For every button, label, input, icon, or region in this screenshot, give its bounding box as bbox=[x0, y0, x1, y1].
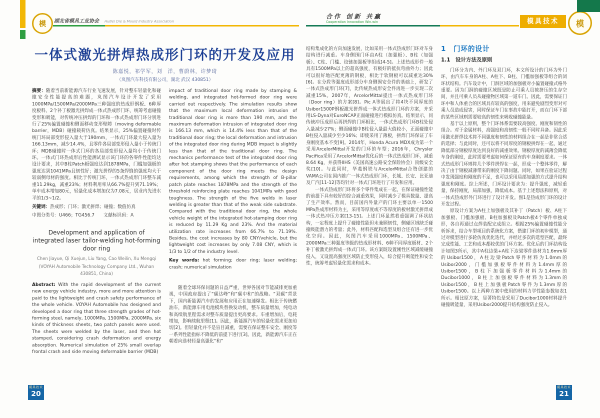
right-page-column-1 bbox=[306, 46, 433, 267]
right-header-rule-green bbox=[306, 25, 440, 27]
keywords-en-label: Key words: bbox=[169, 258, 200, 264]
category-label: 模具技术 bbox=[520, 15, 566, 28]
association-logo-icon-right bbox=[568, 11, 592, 35]
page-number-left: 20 bbox=[31, 390, 41, 398]
association-name-en: HuBei Die & Mould Industry Association bbox=[104, 19, 174, 24]
abstract-cn-text: 随着当前新能源汽车行业飞速发展，针对整车轻量化和碰撞安全性能提高的难题，岚图汽车设计开发了采用1000MPa/1500MPa/2000MPa三种强度的热成形钢板、6种厚度板料、2个补丁板激光拼焊成一体式热成形门环，统筹考虑碰撞变形和吸能，对传统冲压拼焊的门环和一体式热成形门环分别进行了25%偏置碰撞和侧面移动变形壁障（moving deformable barrier，MDB）碰撞载荷仿真。结果显示，25%偏置碰撞时传统门环局部变形侵入量大于190mm，一体式门环最大侵入量为166.13mm，减少14.4%，且零件各局部变形侵入量小于传统门环；MDB碰撞时一体式门环的各局部变形侵入量均小于传统门环。一体式门环热成形后性能测试显示该门环的各零件性能均达设计要求，其中B柱Patch板强度达到1878MPa，门槛加强板的强度达到1041MPa且韧性好；激光拼焊的5条焊缝的强度均大于较弱侧母材的强度。相比于传统门环，一体式热成形门环整车减重11.29kg，减重23%；材料利用率从66.7%提升到71.19%；单车成本增加80元，轻量化成本增加仅为7.08元，居业内先进水平的1/3~1/2。 bbox=[32, 88, 161, 201]
right-header-rule-gold bbox=[440, 25, 519, 27]
body-paragraph: 基于以上原则，整个门环体系需要较高强度、刚度和韧性的组合。对于金属材料，高强度和高韧性一般不同时具备。因此采用激光拼焊技术将不同强度和韧性的材料组合在一起是非常合适的选择；与此同时，还可以将不同厚度的钢板拼焊在一起，通过降低部分钢板厚度达到良好的减重效果。钢板厚度的减薄会降低车身的刚度，此时需要考虑如何保证原有的车身刚度要求。一体式热成形门环则将几个零件拼焊在一起，形成一个整体零件，解决了由于钢板减薄带来的刚度下降问题。同时，如果在验证过程中发现强度和刚度的不足，也可以采用局部加强的方式提升结构强度和刚度。综上所述，门环设计要求为：提升强度，减轻重量，保持刚度，局部加强，降低成本。基于上述想法和原则，对一体式热成形外门环进行了设计开发。图1是热成形门环的设计开发过程。 bbox=[441, 121, 568, 207]
keywords-cn-text: 热成形；门环；激光拼焊；碰撞；数值仿真 bbox=[50, 204, 136, 210]
body-paragraph: 结构集成化的方向加速发展，比如采用一体式热成形门环对车身结构进行减重。车身侧围门环由A柱（加强板）、B柱（加强板）、C柱、门槛、铰链加强板等组成[4-5]。上述热成形件一般具有1500MPa以上的超高强度，有极好的抵抗弯曲外力；因此可以很好地匹配更薄的钢板，相比于软钢板可以减重达30%[6]。在分段等强度成形部分车身侧围安全件的基础上，研发了一体式热成形门环[7]，比传统热成形安全件再进一步实现二次减重15%。2007年，ArcelorMittal提出一体式热成形门环（Door ring）的方案[8]。Pic A等展出了将4块不同厚度的Usibor1500P钢板激光拼焊成一体式热成形门环的方案，并采用LS-Dyna对EuroNCAP正面碰撞进行模拟仿真。结果显示，同传统冲压成形后再拼焊的门环相比，一体式热成形门环B柱处侵入量减少27%；侧面碰撞中B柱侵入量最大值较小，正面碰撞中B柱侵入量减少至少16%；即使采用了薄板，拼焊门环保证了车身刚度基本不变[9]。2014年，Honda Acura MDX成为第一个采用ArcelorMittal开发的门环的车型；2016年，Chrysler Pacifica采用了ArcelorMittal优化后的一体式热成形门环，减重8.64 Kg，并获得IIHS（美国高速公路安全保险协会）顶级安全奖[10]。与此同时，华菱钢铁与ArcelorMittal合资创建的VAMA公司在国内推广一体式热成形门环，长城、长安、比亚迪及广汽[11-12]等均针对一体式门环进行了开发和应用。 bbox=[306, 46, 433, 186]
clc-line: 中图分类号：U466；TG456.7 文献标识码：A bbox=[32, 213, 134, 219]
association-logo-glyph-right: 模 bbox=[575, 18, 584, 29]
page-number-right: 21 bbox=[559, 390, 569, 398]
abstract-en-part2: impact of traditional door ring made by stamping & welding, and integrated hot-formed door ring were carried out respectively. The simulation results show that the maximum local deformation intrusion of traditional door ring is more than 190 mm, and the maximum deformation intrusion of integrated door ring is 166.13 mm, which is 14.4% less than that of the traditional door ring; the local deformation and intrusion of the integrated door ring during MDB impact is slightly less than that of the traditional door ring. The mechanics performance test of the integrated door ring after hot stamping shows that the performance of each component of the door ring meets the design requirements, among which the strength of B-pillar patch plate reaches 1878MPa and the strength of the threshold reinforcing plate reaches 1041MPa with good toughness. The strength of the five welds in laser welding is greater than that of the weak side substrate. Compared with the traditional door ring, the whole vehicle weight of the integrated hot-stamping door ring is reduced by 11.29 Kg and 23%. And the material utilization rate increases from 66.7% to 71.19%. Besides, the cost increases by 80 CNY/vehicle, but the lightweight cost increases by only 7.08 CNY, which is 1/3 to 1/2 of the industry level. bbox=[169, 88, 297, 255]
abstract-en-part1 bbox=[32, 282, 161, 356]
abstract-en-label: Abstract: bbox=[32, 282, 56, 288]
body-paragraph: 门环分为内、外门环及双门环，本文所设计的门环为外门环，由汽车车身的A柱、A柱下、B柱、门槛加强板等组合的闭环状结构。汽车设计中，门洞区域的加强板对小偏置碰撞式格外重要。因为门洞的碰撞区域既是防止可乘人员被挤压的生存空间，并且可乘人员从碰撞物区域第一道车门。因此，需要保证门环中和人体重合的区域具有较高的强度，用来避免剧烈变形对可乘人员造成侵害，同时保证车门在事故中能打开，而在门环下部的某些区域则需要较高的韧性来吸收碰撞能量。 bbox=[441, 67, 568, 120]
page-badge-caption-right: 模具技术 bbox=[556, 385, 571, 389]
intro-paragraph: 随着全球环保问题的日益严重，世界各国对节能减排更加重视，中国政府提出了“碳达峰”和“碳中和”的战略。“双碳”背景下，国内新能源汽车的发展和应用正在加速爆发。相比于传统燃油车，新能源车用电池模块替换发动机，整车质量增加，纯电动和高续航里程需求对整车质量提出更高要求。车重增加后，电耗增加，影响续航里程[1]。因此，新能源汽车的轻量化需求更加迫切[2]。但轻量化并不是盲目减重，需要在保证整车安全、刚度等一系列性能指标不降低的前提下进行[3]。因此，新能源汽车正在朝着向选材轻量高强化“和” bbox=[169, 285, 297, 345]
keywords-cn bbox=[32, 204, 161, 211]
keywords-en bbox=[169, 258, 297, 271]
paper-authors-en: Chen Jiayue, Qi Xuejun, Liu Yang, Cao Weilin, Xu Mengqi bbox=[36, 256, 157, 262]
paper-title: 一体式激光拼焊热成形门环的开发及应用 bbox=[34, 47, 296, 63]
left-gold-bar bbox=[20, 0, 26, 28]
association-logo-glyph: 模 bbox=[39, 20, 46, 28]
abstract-cn-label: 摘要： bbox=[32, 88, 46, 94]
slogan-en: Cooperation Innovation Win-win bbox=[326, 20, 379, 24]
association-name-cn: 湖北省模具工业协会 bbox=[54, 18, 99, 24]
page-number-badge-right bbox=[556, 385, 572, 400]
paper-affiliation-en: (VOYAH Automobile Technology Company Ltd., Wuhan 430851, China) bbox=[38, 264, 155, 277]
paper-title-en: Development and application of integrated laser tailor-welding hot-forming door ring bbox=[32, 228, 161, 252]
left-green-square bbox=[20, 30, 26, 39]
slogan-cn: 合作 创新 共赢 bbox=[326, 13, 383, 20]
left-header-rule-green bbox=[53, 25, 105, 27]
association-logo-icon bbox=[32, 13, 53, 34]
left-page-column-1 bbox=[32, 88, 161, 356]
abstract-en-part1-text: With the rapid development of the current new energy vehicle industry, more and more attention is paid to the lightweight and crash safety performance of the whole vehicle. VOYAH Automobile has designed and developed a door ring that three strength grades of hot-forming steel, namely, 1000MPa, 1500MPa, 2000MPa, six kinds of thickness sheets, two patch panels were used. The sheets were welded by the laser, and then hot stamped, considering crash deformation and energy absorption. Numerical simulation of 25% small overlap frontal crash and side moving deformable barrier (MDB) bbox=[32, 282, 161, 355]
page-badge-caption-left: 模具技术 bbox=[28, 385, 43, 389]
left-header-rule-gold bbox=[105, 25, 299, 27]
abstract-cn bbox=[32, 88, 161, 202]
association-header bbox=[54, 15, 174, 25]
corner-tab bbox=[577, 0, 600, 12]
left-page-column-2 bbox=[169, 88, 297, 345]
keywords-cn-label: 关键词： bbox=[32, 204, 51, 210]
keywords-en-text: hot forming; door ring; laser welding; crash; numerical simulation bbox=[169, 258, 297, 270]
paper-authors: 陈嘉悦，祁学军，刘 洋，曹蔚林，许梦琦 bbox=[112, 69, 218, 75]
right-page-column-2 bbox=[441, 46, 567, 309]
body-paragraph: 原设计方案为A柱上加强板及其补丁（Patch）板、A柱下加强板、门槛加强板、B柱加强板及Patch板4个零件单独成形，各自再通过点焊装配完成组立。根据25%偏置碰撞性能分析诉求，结合车型项目的系统化方案，搭建门环的初步模型，通过对模型进行多轮仿真优化迭代，并经过多次的选型匹配，最终完成性能、工艺和成本都较优的门环方案。优化后的门环结构设计如图3所示，其中A柱边梁+A柱下边梁零件选材为1.6mm厚的Usibor1500，A柱边梁Patch零件材料为1.0mm的Usibor2000，门槛加强板零件材料为1.4mm厚的Usibor1500，B柱下加强板零件材料为1.4mm的Ducibor1000，B柱上加强板零件材料为1.3mm的Usibor1500，B柱上加强板Patch零件为1.3mm厚的Usibor1500。以上两种方案中使用的材料力学性能参数如表1所示。相比原方案，显著特色是采用了Ducibor1000材料提升碰撞吸能量，采用Usibor2000提升结构强度防止侵入。 bbox=[441, 208, 568, 308]
paper-affiliation: （岚图汽车科技有限公司，湖北 武汉 430851） bbox=[116, 77, 214, 83]
page-number-badge-left bbox=[28, 385, 44, 400]
subsection-heading-1-1: 1.1 设计方法及原则 bbox=[441, 57, 493, 64]
body-paragraph: 一体式热成形门环将多个零件集成在一起，在保证碰撞性能的前提下具有较好的综合减重效果，同时减少了模具数量、提高了生产效率。然而，目前国内外量产的门环主要以单一1500 MPa热成形材料为主，采用等厚度或不等厚度的板材激光拼焊成一体式热冲压方案[13-15]。上述门环虽然着重强调了环状结构，一定程度上提升了碰撞性能但未兼顾韧性，侧碰区域缺乏碰撞吸能潜力的考量；此外，材料匹配和选型及组合还有进一步优化空间。因此，岚图汽车采用1000MPa、1500MPa、2000MPa三种强度等级的热成形材料、6种不同厚度板材、2个补丁板激光拼焊成一体式门环。该方案既设置刚性区域减缓碰撞侵入，又设置高强度区域防止变形侵入，综合提升吸能性和安全性，统筹考虑轻量化需求和成本。 bbox=[306, 187, 433, 266]
section-heading-1: 1 门环的设计 bbox=[441, 45, 490, 53]
